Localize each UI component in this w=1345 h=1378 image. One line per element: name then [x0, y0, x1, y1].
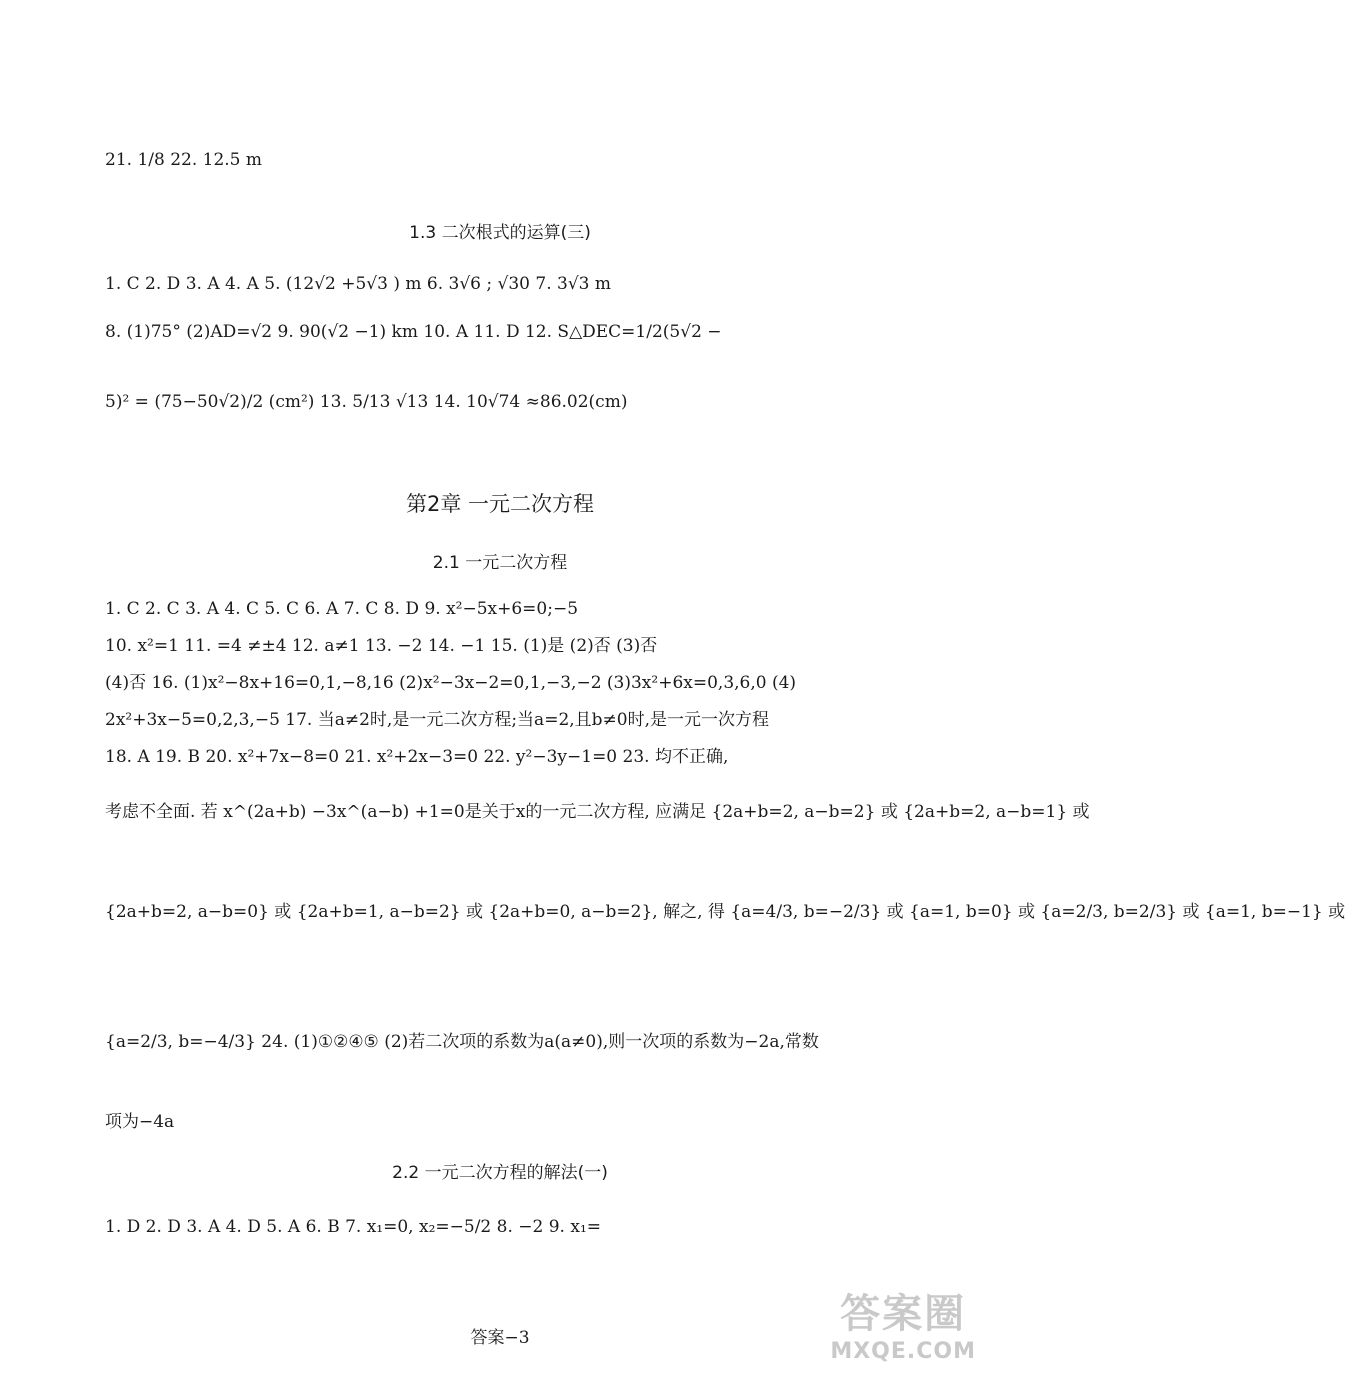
- answer-line: 1. C 2. C 3. A 4. C 5. C 6. A 7. C 8. D 9. x²−5x+6=0;−5: [105, 599, 579, 619]
- answer-line: 1. C 2. D 3. A 4. A 5. (12√2 +5√3 ) m 6. 3√6 ; √30 7. 3√3 m: [105, 274, 612, 294]
- chapter-title: 第2章 一元二次方程: [405, 492, 595, 516]
- answer-line: 1. D 2. D 3. A 4. D 5. A 6. B 7. x₁=0, x₂=−5/2 8. −2 9. x₁=: [105, 1217, 602, 1237]
- answer-line: (4)否 16. (1)x²−8x+16=0,1,−8,16 (2)x²−3x−2=0,1,−3,−2 (3)3x²+6x=0,3,6,0 (4): [105, 673, 797, 693]
- answer-line: 考虑不全面. 若 x^(2a+b) −3x^(a−b) +1=0是关于x的一元二次方程, 应满足 {2a+b=2, a−b=2} 或 {2a+b=2, a−b=1} 或: [105, 802, 1090, 822]
- section-title-2-2: 2.2 一元二次方程的解法(一): [392, 1163, 608, 1183]
- page-number: 答案−3: [470, 1328, 530, 1348]
- answer-line: 2x²+3x−5=0,2,3,−5 17. 当a≠2时,是一元二次方程;当a=2,且b≠0时,是一元一次方程: [105, 710, 770, 730]
- section-title-2-1: 2.1 一元二次方程: [432, 553, 568, 573]
- watermark: [830, 1282, 976, 1364]
- answer-line: 项为−4a: [105, 1112, 175, 1132]
- answer-line: 5)² = (75−50√2)/2 (cm²) 13. 5/13 √13 14. 10√74 ≈86.02(cm): [105, 392, 628, 412]
- answer-line: 10. x²=1 11. =4 ≠±4 12. a≠1 13. −2 14. −1 15. (1)是 (2)否 (3)否: [105, 636, 658, 656]
- answer-line: 18. A 19. B 20. x²+7x−8=0 21. x²+2x−3=0 22. y²−3y−1=0 23. 均不正确,: [105, 747, 729, 767]
- section-title-1-3: 1.3 二次根式的运算(三): [409, 223, 591, 243]
- answer-line: {a=2/3, b=−4/3} 24. (1)①②④⑤ (2)若二次项的系数为a(a≠0),则一次项的系数为−2a,常数: [105, 1032, 819, 1052]
- watermark-url: MXQE.COM: [830, 1339, 976, 1364]
- answer-line: 8. (1)75° (2)AD=√2 9. 90(√2 −1) km 10. A 11. D 12. S△DEC=1/2(5√2 −: [105, 322, 722, 342]
- answer-line-21-22: 21. 1/8 22. 12.5 m: [105, 150, 263, 170]
- answer-line: {2a+b=2, a−b=0} 或 {2a+b=1, a−b=2} 或 {2a+b=0, a−b=2}, 解之, 得 {a=4/3, b=−2/3} 或 {a=1, b=0} 或 {a=2/3, b=2/3} 或 {a=1, b=−1} 或: [105, 902, 1345, 922]
- watermark-logo-text: 答案圈: [840, 1291, 967, 1337]
